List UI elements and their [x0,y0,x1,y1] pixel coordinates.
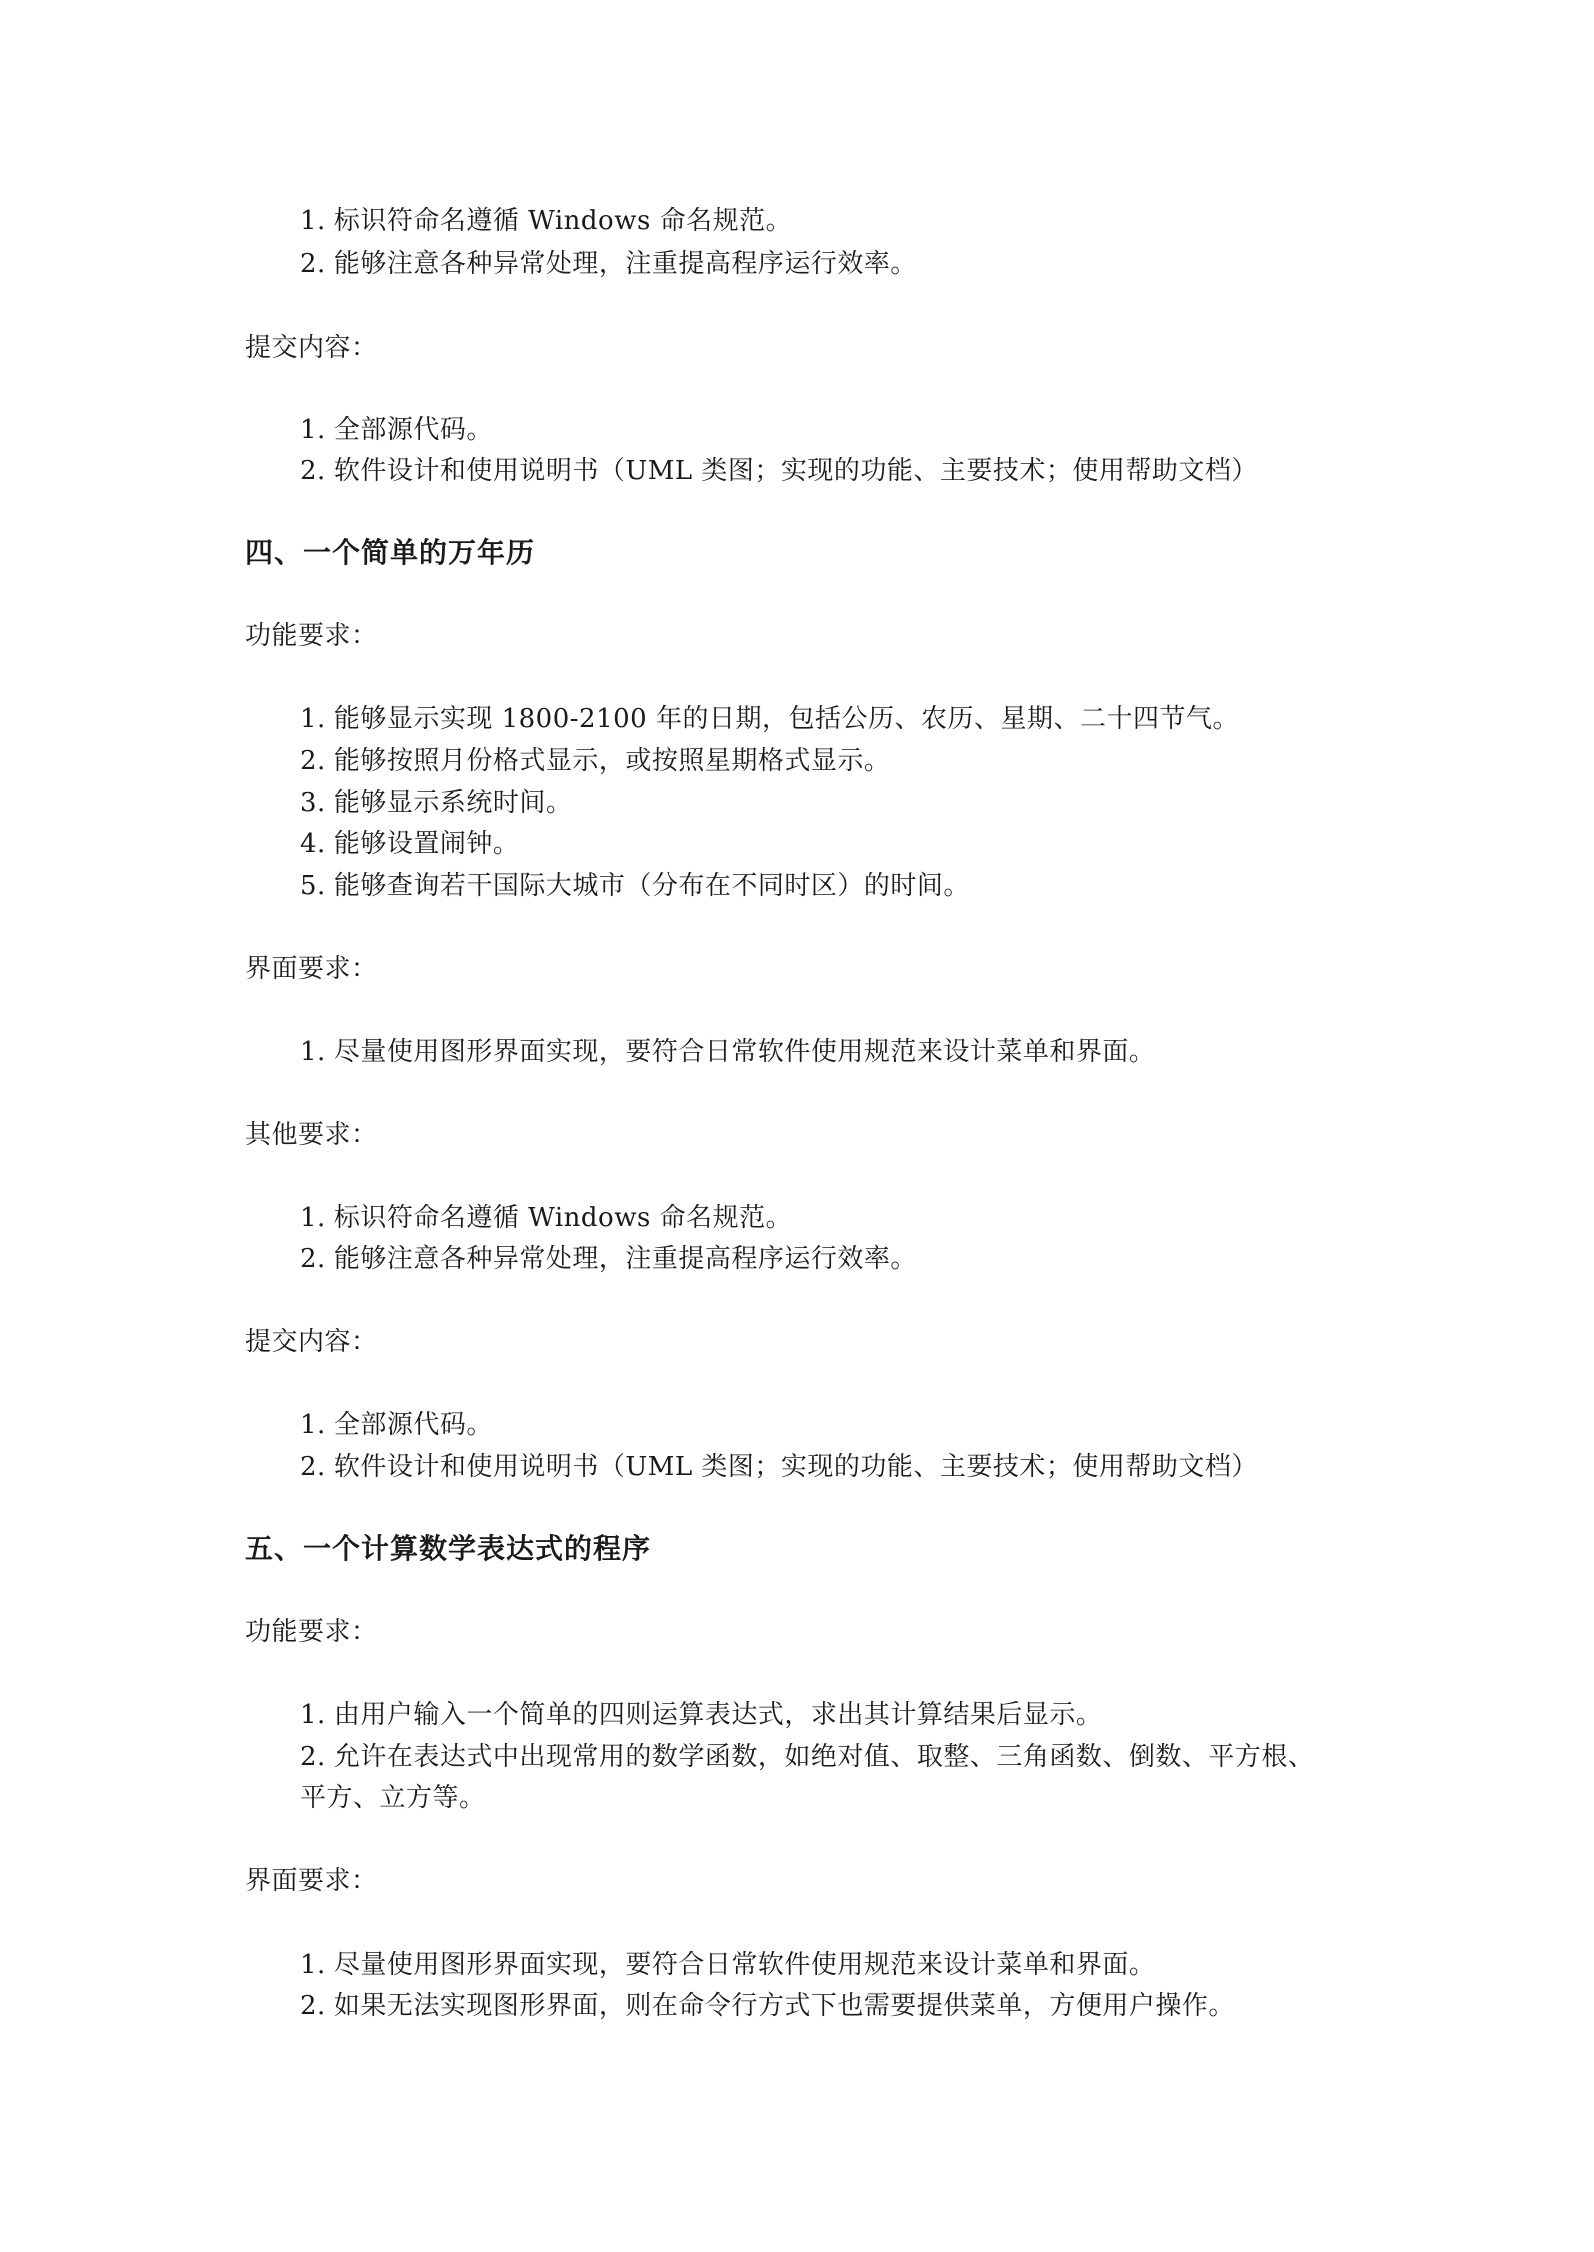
list-number: 1. [300,1037,326,1067]
list-item-text: 尽量使用图形界面实现，要符合日常软件使用规范来设计菜单和界面。 [333,1950,1156,1980]
list-number: 1. [300,1410,326,1440]
ui-label: 界面要求： [245,954,378,984]
list-number: 1. [300,1700,326,1730]
list-item-text: 软件设计和使用说明书（UML 类图；实现的功能、主要技术；使用帮助文档） [333,1452,1258,1482]
list-number: 1. [300,415,326,445]
list-item [300,455,1258,487]
list-item-text: 能够注意各种异常处理，注重提高程序运行效率。 [333,249,917,279]
list-number: 2. [300,249,326,279]
list-item-text: 能够设置闹钟。 [333,829,520,859]
list-item-continuation: 平方、立方等。 [300,1783,486,1813]
list-number: 2. [300,746,326,776]
list-item-text: 能够注意各种异常处理，注重提高程序运行效率。 [333,1244,917,1274]
list-number: 2. [300,1452,326,1482]
list-item-text: 能够查询若干国际大城市（分布在不同时区）的时间。 [333,871,970,901]
list-item [300,414,493,446]
list-item-text: 标识符命名遵循 Windows 命名规范。 [333,206,793,236]
list-number: 2. [300,1244,326,1274]
list-item [300,828,519,860]
list-item [300,787,572,819]
list-item [300,870,970,902]
list-item-text: 软件设计和使用说明书（UML 类图；实现的功能、主要技术；使用帮助文档） [333,456,1258,486]
list-item-text: 能够显示实现 1800-2100 年的日期，包括公历、农历、星期、二十四节气。 [333,704,1239,734]
list-number: 2. [300,456,326,486]
other-label: 其他要求： [245,1120,378,1150]
list-item-text: 全部源代码。 [333,415,493,445]
list-number: 1. [300,1203,326,1233]
list-item [300,1243,917,1275]
list-item [300,1741,1314,1773]
function-label: 功能要求： [245,621,378,651]
list-item-text: 由用户输入一个简单的四则运算表达式，求出其计算结果后显示。 [333,1700,1103,1730]
list-item [300,248,917,280]
list-item [300,1409,493,1441]
function-label: 功能要求： [245,1617,378,1647]
list-item-text: 尽量使用图形界面实现，要符合日常软件使用规范来设计菜单和界面。 [333,1037,1156,1067]
list-item [300,703,1239,735]
ui-label: 界面要求： [245,1866,378,1896]
submit-label: 提交内容： [245,333,378,363]
list-item [300,1699,1102,1731]
submit-label: 提交内容： [245,1327,378,1357]
list-number: 2. [300,1991,326,2021]
list-item-text: 能够按照月份格式显示，或按照星期格式显示。 [333,746,891,776]
list-item-text: 能够显示系统时间。 [333,788,573,818]
list-number: 5. [300,871,326,901]
list-number: 1. [300,1950,326,1980]
list-number: 4. [300,829,326,859]
list-item [300,1451,1258,1483]
list-item-text: 允许在表达式中出现常用的数学函数，如绝对值、取整、三角函数、倒数、平方根、 [333,1742,1315,1772]
list-number: 3. [300,788,326,818]
list-number: 2. [300,1742,326,1772]
list-item-text: 全部源代码。 [333,1410,493,1440]
section-heading: 五、一个计算数学表达式的程序 [245,1532,652,1565]
list-item [300,1949,1155,1981]
list-item [300,205,792,237]
list-number: 1. [300,206,326,236]
list-item [300,745,890,777]
list-item [300,1202,792,1234]
list-item-text: 标识符命名遵循 Windows 命名规范。 [333,1203,793,1233]
list-number: 1. [300,704,326,734]
list-item-text: 如果无法实现图形界面，则在命令行方式下也需要提供菜单，方便用户操作。 [333,1991,1235,2021]
list-item [300,1036,1155,1068]
list-item [300,1990,1235,2022]
section-heading: 四、一个简单的万年历 [245,536,536,569]
